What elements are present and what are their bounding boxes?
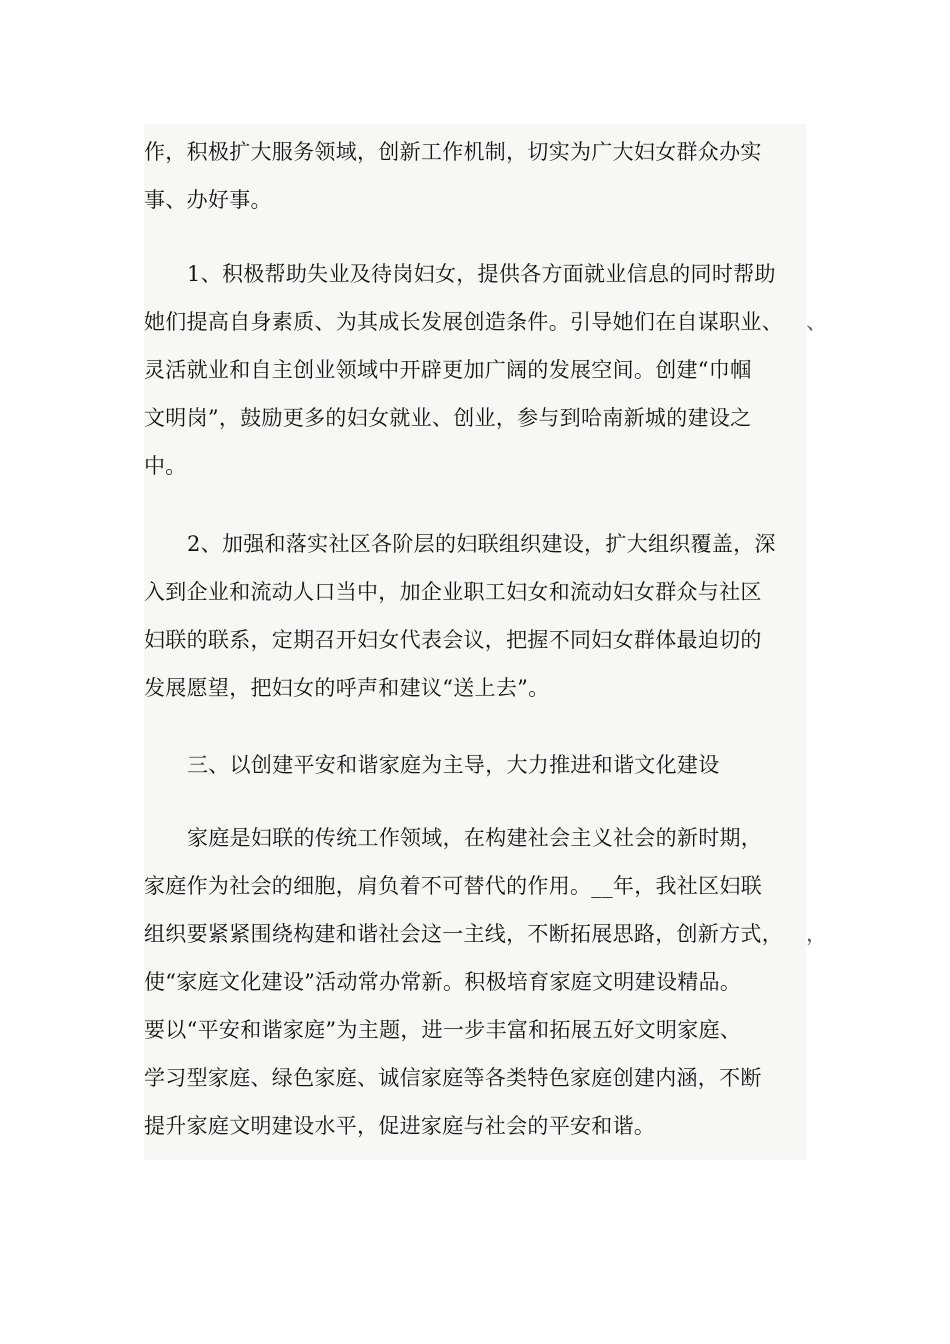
paragraph-0-line-2: 事、办好事。 [144, 188, 272, 212]
paragraph-2 [144, 520, 806, 712]
section-heading [144, 741, 806, 789]
paragraph-0-line-1: 作，积极扩大服务领域，创新工作机制，切实为广大妇女群众办实 [144, 140, 762, 164]
paragraph-4-line-1: 家庭是妇联的传统工作领域，在构建社会主义社会的新时期， [187, 826, 763, 850]
paragraph-1-line-5: 中。 [144, 454, 187, 478]
paragraph-4-line-4: 使“家庭文化建设”活动常办常新。积极培育家庭文明建设精品。 [144, 970, 742, 994]
paragraph-4-line-7: 提升家庭文明建设水平，促进家庭与社会的平安和谐。 [144, 1114, 656, 1138]
paragraph-1-line-3: 灵活就业和自主创业领域中开辟更加广阔的发展空间。创建“巾帼 [144, 358, 752, 382]
paragraph-1-line-4: 文明岗”，鼓励更多的妇女就业、创业，参与到哈南新城的建设之 [144, 406, 752, 430]
paragraph-4-line-3: 组织要紧紧围绕构建和谐社会这一主线，不断拓展思路，创新方式， [144, 922, 783, 946]
paragraph-4-line-5: 要以“平安和谐家庭”为主题，进一步丰富和拓展五好文明家庭、 [144, 1018, 742, 1042]
paragraph-1 [144, 250, 806, 490]
paragraph-2-line-2: 入到企业和流动人口当中，加企业职工妇女和流动妇女群众与社区 [144, 580, 762, 604]
paragraph-2-line-4: 发展愿望，把妇女的呼声和建议“送上去”。 [144, 676, 550, 700]
document-text-block [144, 124, 806, 1160]
paragraph-4 [144, 814, 806, 1150]
paragraph-1-line-1: 1、积极帮助失业及待岗妇女，提供各方面就业信息的同时帮助 [187, 262, 776, 286]
paragraph-2-line-1: 2、加强和落实社区各阶层的妇联组织建设，扩大组织覆盖，深 [187, 532, 776, 556]
paragraph-4-line-2: 家庭作为社会的细胞，肩负着不可替代的作用。__年，我社区妇联 [144, 874, 762, 898]
paragraph-0 [144, 128, 806, 224]
paragraph-1-line-2: 她们提高自身素质、为其成长发展创造条件。引导她们在自谋职业、 [144, 310, 783, 334]
section-heading-line: 三、以创建平安和谐家庭为主导，大力推进和谐文化建设 [187, 753, 720, 777]
overflow-punctuation-2: ， [806, 922, 827, 946]
paragraph-2-line-3: 妇联的联系，定期召开妇女代表会议，把握不同妇女群体最迫切的 [144, 628, 762, 652]
paragraph-4-line-6: 学习型家庭、绿色家庭、诚信家庭等各类特色家庭创建内涵，不断 [144, 1066, 762, 1090]
overflow-punctuation-1: 、 [806, 310, 827, 334]
